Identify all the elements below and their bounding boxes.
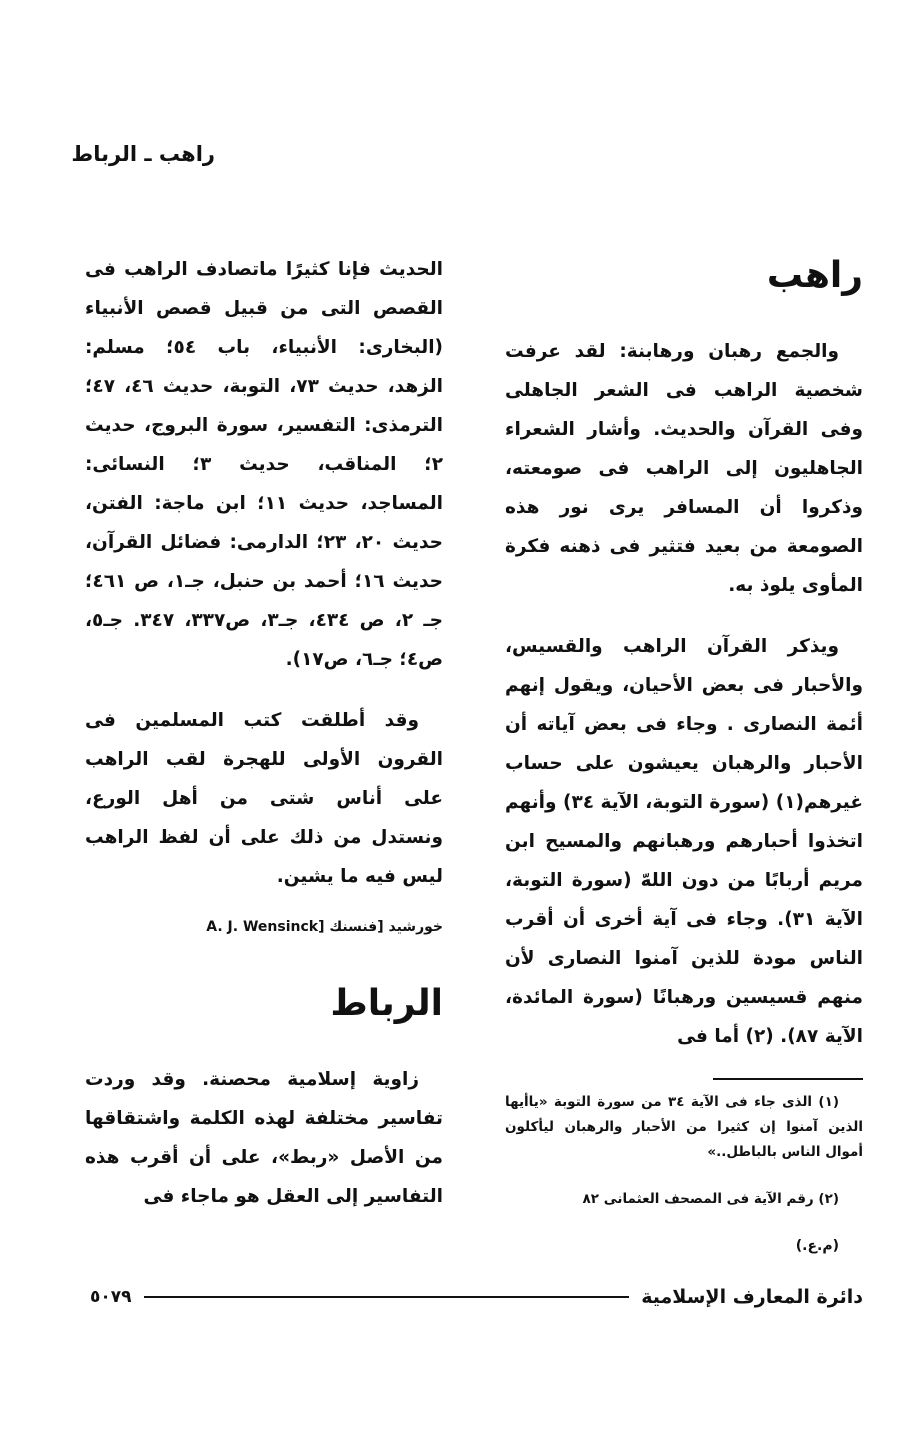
paragraph: ويذكر القرآن الراهب والقسيس، والأحبار فى بعض الأحيان، ويقول إنهم أئمة النصارى . وجاء فى بعض آياته أن الأحبار والرهبان يعيشون على حساب غيرهم(١) (سورة التوبة، الآية ٣٤) وأنهم اتخذوا أحبارهم ورهبانهم والمسيح ابن مريم أربابًا من دون اللهّ (سورة التوبة، الآية ٣١). وجاء فى آية أخرى أن أقرب الناس مودة للذين آمنوا النصارى لأن منهم قسيسين ورهبانًا (سورة المائدة، الآية ٨٧). (٢) أما فى bbox=[505, 636, 863, 1047]
left-column bbox=[85, 250, 443, 1238]
article-title-ribat: الرباط bbox=[330, 983, 443, 1024]
author-arabic: خورشيد [فنسنك bbox=[329, 919, 443, 935]
footer-rule bbox=[144, 1296, 630, 1298]
author-latin: A. J. Wensinck] bbox=[206, 919, 325, 935]
paragraph: زاوية إسلامية محصنة. وقد وردت تفاسير مختلفة لهذه الكلمة واشتقاقها من الأصل «ربط»، على أن أقرب هذه التفاسير إلى العقل هو ماجاء فى bbox=[85, 1069, 443, 1207]
paragraph: وقد أطلقت كتب المسلمين فى القرون الأولى للهجرة لقب الراهب على أناس شتى من أهل الورع، ونستدل من ذلك على أن لفظ الراهب ليس فيه ما يشين. bbox=[85, 710, 443, 887]
paragraph: الحديث فإنا كثيرًا ماتصادف الراهب فى القصص التى من قبيل قصص الأنبياء (البخارى: الأنبياء، باب ٥٤؛ مسلم: الزهد، حديث ٧٣، التوبة، حديث ٤٦، ٤٧؛ الترمذى: التفسير، سورة البروج، حديث ٢؛ المناقب، حديث ٣؛ النسائى: المساجد، حديث ١١؛ ابن ماجة: الفتن، حديث ٢٠، ٢٣؛ الدارمى: فضائل القرآن، حديث ١٦؛ أحمد بن حنبل، جـ١، ص ٤٦١؛ جـ ٢، ص ٤٣٤، جـ٣، ص٣٣٧، ٣٤٧. جـ٥، ص٤؛ جـ٦، ص١٧). bbox=[85, 259, 444, 670]
footnote-2: (٢) رقم الآية فى المصحف العثمانى ٨٢ bbox=[582, 1191, 839, 1207]
footnote-signature: (م.ع.) bbox=[795, 1238, 839, 1254]
running-head: راهب ـ الرباط bbox=[71, 142, 215, 166]
right-column bbox=[505, 250, 863, 1281]
footnote-divider bbox=[713, 1078, 863, 1090]
author-attribution bbox=[85, 916, 443, 938]
page-number: ٥٠٧٩ bbox=[90, 1287, 132, 1307]
encyclopedia-name: دائرة المعارف الإسلامية bbox=[641, 1286, 863, 1308]
footnote-1: (١) الذى جاء فى الآية ٣٤ من سورة التوبة «ياأيها الذين آمنوا إن كثيرا من الأحبار والرهبان ليأكلون أموال الناس بالباطل..» bbox=[505, 1094, 863, 1160]
page-footer bbox=[90, 1286, 863, 1308]
article-title-raheb: راهب bbox=[766, 255, 863, 296]
paragraph: والجمع رهبان ورهابنة: لقد عرفت شخصية الراهب فى الشعر الجاهلى وفى القرآن والحديث. وأشار الشعراء الجاهليون إلى الراهب فى صومعته، وذكروا أن المسافر يرى نور هذه الصومعة من بعيد فتثير فى ذهنه فكرة المأوى يلوذ به. bbox=[505, 341, 863, 596]
